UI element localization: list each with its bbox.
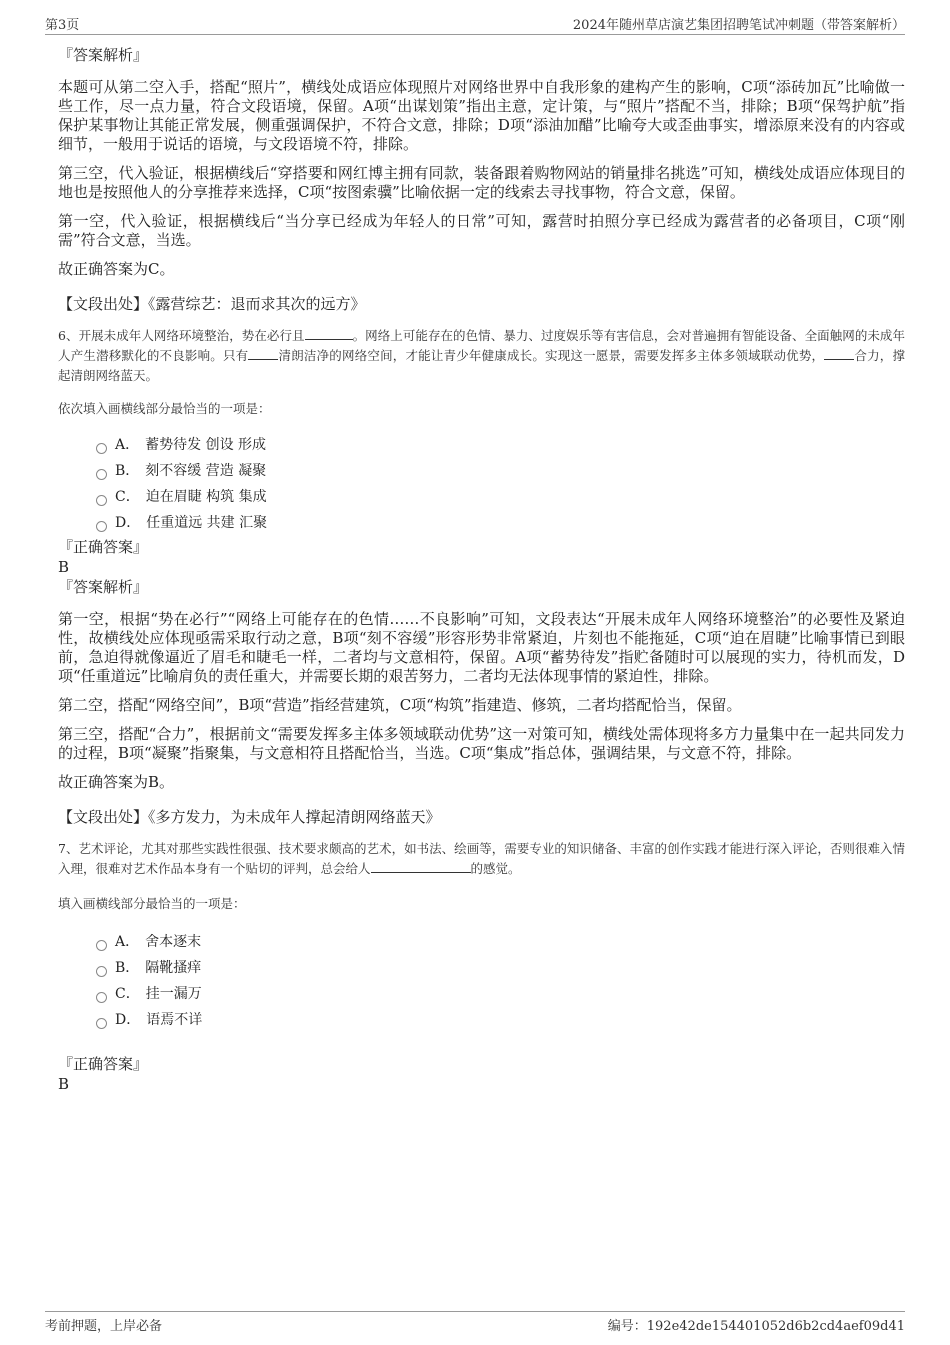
radio-button-icon[interactable] — [96, 469, 107, 480]
radio-button-icon[interactable] — [96, 495, 107, 506]
question-7-text: 7、艺术评论，尤其对那些实践性很强、技术要求颇高的艺术，如书法、绘画等，需要专业的知识储备、丰富的创作实践才能进行深入评论，否则很难入情入理，很难对艺术作品本身有一个贴切的评判，总会给人 的感觉。 — [58, 841, 905, 876]
question-prompt: 依次填入画横线部分最恰当的一项是： — [58, 401, 271, 416]
analysis-paragraph: 第一空，根据“势在必行”“网络上可能存在的色情……不良影响”可知，文段表达“开展未成年人网络环境整治”的必要性及紧迫性，故横线处应体现亟需采取行动之意，B项“刻不容缓”形容形势非常紧迫，片刻也不能拖延，C项“迫在眉睫”比喻事情已到眼前，急迫得就像逼近了眉毛和睫毛一样，二者均与文意相符，保留。A项“蓄势待发”指贮备随时可以展现的实力，待机而发，D项“任重道远”比喻肩负的责任重大，并需要长期的艰苦努力，二者均无法体现事情的紧迫性，排除。 — [58, 610, 905, 685]
option-b[interactable]: B． 刻不容缓 营造 凝聚 — [96, 458, 905, 484]
page-number: 第3页 — [45, 18, 80, 33]
conclusion-text: 故正确答案为C。 — [58, 260, 175, 278]
analysis-paragraph: 第一空，代入验证，根据横线后“当分享已经成为年轻人的日常”可知，露营时拍照分享已经成为露营者的必备项目，C项“刚需”符合文意，当选。 — [58, 212, 905, 249]
analysis-heading: 『答案解析』 — [58, 46, 149, 64]
question-7-options — [96, 929, 905, 1033]
footer-slogan: 考前押题，上岸必备 — [45, 1319, 163, 1334]
source-citation: 【文段出处】《露营综艺：退而求其次的远方》 — [58, 295, 366, 313]
option-a[interactable]: A． 蓄势待发 创设 形成 — [96, 432, 905, 458]
question-6-text: 6、开展未成年人网络环境整治，势在必行且 。网络上可能存在的色情、暴力、过度娱乐等有害信息，会对普遍拥有智能设备、全面触网的未成年人产生潜移默化的不良影响。只有 清朗洁净的网络空间，才能让青少年健康成长。实现这一愿景，需要发挥多主体多领域联动优势， 合力，撑起清朗网络蓝天。 — [58, 328, 905, 383]
answer-heading: 『正确答案』 — [58, 538, 149, 556]
answer-heading: 『正确答案』 — [58, 1055, 149, 1073]
radio-button-icon[interactable] — [96, 1018, 107, 1029]
document-title: 2024年随州草店演艺集团招聘笔试冲刺题（带答案解析） — [572, 18, 905, 33]
radio-button-icon[interactable] — [96, 992, 107, 1003]
analysis-paragraph: 第三空，代入验证，根据横线后“穿搭要和网红博主拥有同款，装备跟着购物网站的销量排名挑选”可知，横线处成语应体现目的地也是按照他人的分享推荐来选择，C项“按图索骥”比喻依据一定的线索去寻找事物，符合文意，保留。 — [58, 164, 905, 201]
fill-blank — [371, 860, 471, 873]
page-content — [58, 44, 905, 1093]
fill-blank — [248, 347, 278, 360]
option-b[interactable]: B． 隔靴搔痒 — [96, 955, 905, 981]
analysis-paragraph: 第三空，搭配“合力”，根据前文“需要发挥多主体多领域联动优势”这一对策可知，横线处需体现将多方力量集中在一起共同发力的过程，B项“凝聚”指聚集，与文意相符且搭配恰当，当选。C项“集成”指总体，强调结果，与文意不符，排除。 — [58, 725, 905, 762]
analysis-heading: 『答案解析』 — [58, 578, 149, 596]
conclusion-text: 故正确答案为B。 — [58, 773, 175, 791]
question-prompt: 填入画横线部分最恰当的一项是： — [58, 896, 246, 911]
radio-button-icon[interactable] — [96, 521, 107, 532]
page-header — [45, 12, 905, 35]
radio-button-icon[interactable] — [96, 966, 107, 977]
analysis-paragraph: 本题可从第二空入手，搭配“照片”，横线处成语应体现照片对网络世界中自我形象的建构产生的影响，C项“添砖加瓦”比喻做一些工作，尽一点力量，符合文段语境，保留。A项“出谋划策”指出主意，定计策，与“照片”搭配不当，排除；B项“保驾护航”指保护某事物让其能正常发展，侧重强调保护，不符合文意，排除；D项“添油加醋”比喻夸大或歪曲事实，增添原来没有的内容或细节，一般用于说话的语境，与文段语境不符，排除。 — [58, 78, 905, 153]
fill-blank — [824, 347, 854, 360]
option-d[interactable]: D． 任重道远 共建 汇聚 — [96, 510, 905, 536]
option-c[interactable]: C． 挂一漏万 — [96, 981, 905, 1007]
page-footer — [45, 1311, 905, 1338]
document-id: 编号：192e42de154401052d6b2cd4aef09d41 — [607, 1319, 905, 1334]
source-citation: 【文段出处】《多方发力，为未成年人撑起清朗网络蓝天》 — [58, 808, 441, 826]
radio-button-icon[interactable] — [96, 443, 107, 454]
option-a[interactable]: A． 舍本逐末 — [96, 929, 905, 955]
option-d[interactable]: D． 语焉不详 — [96, 1007, 905, 1033]
question-6-options — [96, 432, 905, 536]
option-c[interactable]: C． 迫在眉睫 构筑 集成 — [96, 484, 905, 510]
radio-button-icon[interactable] — [96, 940, 107, 951]
correct-answer: B — [58, 558, 70, 576]
correct-answer: B — [58, 1075, 70, 1093]
analysis-paragraph: 第二空，搭配“网络空间”，B项“营造”指经营建筑，C项“构筑”指建造、修筑，二者均搭配恰当，保留。 — [58, 696, 742, 714]
fill-blank — [305, 327, 353, 340]
